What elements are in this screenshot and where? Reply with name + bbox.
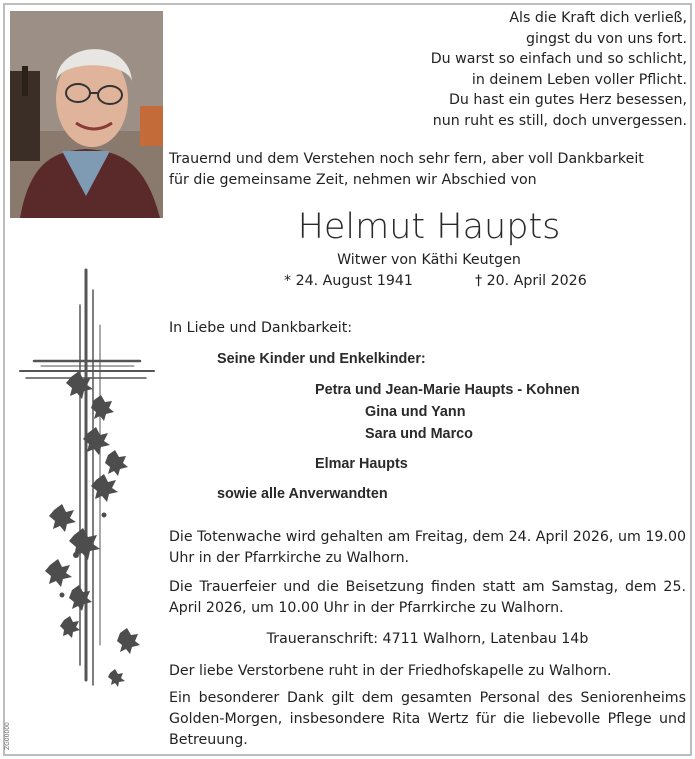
- family-line: Gina und Yann: [365, 404, 466, 420]
- poem-line: gingst du von uns fort.: [526, 30, 687, 47]
- intro-line: für die gemeinsame Zeit, nehmen wir Abschied von: [169, 171, 537, 188]
- funeral-info: Die Trauerfeier und die Beisetzung finden statt am Samstag, dem 25. April 2026, um 10.00 Uhr in der Pfarrkirche zu Walhorn.: [169, 579, 686, 616]
- wake-info: Die Totenwache wird gehalten am Freitag, dem 24. April 2026, um 19.00 Uhr in der Pfarrkirche zu Walhorn.: [169, 529, 686, 566]
- birth-date: * 24. August 1941: [284, 273, 413, 289]
- widower-line: Witwer von Käthi Keutgen: [337, 252, 521, 268]
- intro-text: [169, 149, 689, 190]
- poem-line: nun ruht es still, doch unvergessen.: [432, 112, 687, 129]
- death-date: † 20. April 2026: [475, 273, 587, 289]
- children-heading: Seine Kinder und Enkelkinder:: [217, 351, 426, 367]
- poem-line: Du hast ein gutes Herz besessen,: [449, 92, 687, 108]
- family-line: Petra und Jean-Marie Haupts - Kohnen: [315, 382, 580, 398]
- thanks-text: Ein besonderer Dank gilt dem gesamten Personal des Seniorenheims Golden-Morgen, insbesondere Rita Wertz für die liebevolle Pflege und Betreuung.: [169, 690, 686, 748]
- ad-code: ZG00000: [4, 722, 11, 750]
- resting-place: Der liebe Verstorbene ruht in der Friedhofskapelle zu Walhorn.: [169, 663, 612, 679]
- family-intro: In Liebe und Dankbarkeit:: [169, 320, 353, 336]
- family-line: sowie alle Anverwandten: [217, 486, 388, 502]
- poem: [357, 8, 687, 131]
- family-line: Elmar Haupts: [315, 456, 408, 472]
- cross-icon: [16, 265, 156, 690]
- poem-line: in deinem Leben voller Pflicht.: [471, 71, 687, 88]
- portrait-photo: [10, 11, 163, 218]
- poem-line: Als die Kraft dich verließ,: [509, 10, 687, 26]
- family-line: Sara und Marco: [365, 426, 473, 442]
- poem-line: Du warst so einfach und so schlicht,: [430, 51, 687, 67]
- intro-line: Trauernd und dem Verstehen noch sehr fern, aber voll Dankbarkeit: [169, 151, 644, 167]
- deceased-name: Helmut Haupts: [297, 207, 561, 247]
- mourning-address: Traueranschrift: 4711 Walhorn, Latenbau 14b: [266, 631, 589, 647]
